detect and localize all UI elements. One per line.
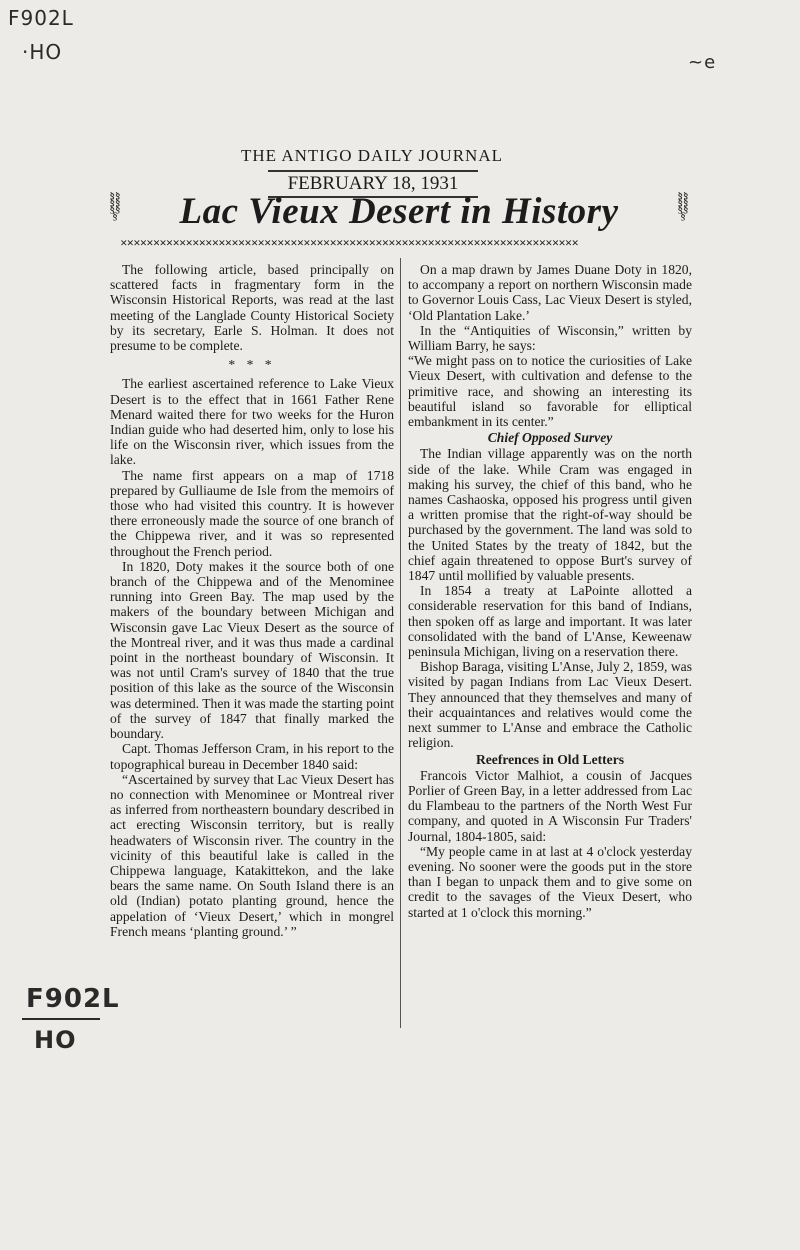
section-separator: * * * xyxy=(228,357,276,373)
newspaper-masthead: THE ANTIGO DAILY JOURNAL xyxy=(241,146,503,165)
paragraph: Capt. Thomas Jefferson Cram, in his report to the topographical bureau in December 1840 said: xyxy=(110,741,394,772)
paragraph: The earliest ascertained reference to Lake Vieux Desert is to the effect that in 1661 Father Rene Menard waited there for two weeks for the Huron Indian guide who had deserted him, only to lose his life on the Wisconsin river, which issues from the lake. xyxy=(110,376,394,468)
quote-paragraph: “Ascertained by survey that Lac Vieux Desert has no connection with Menominee or Montreal river as inferred from northeastern boundary described in act erecting Wisconsin territory, but is really headwaters of Wisconsin river. The country in the vicinity of this beautiful lake is called in the Chippewa language, Katakittekon, and the lake bears the same name. On South Island there is an old (Indian) potato planting ground, hence the appelation of ‘Vieux Desert,’ which in mongrel French means ‘planting ground.’ ” xyxy=(110,771,394,939)
intro-paragraph: The following article, based principally on scattered facts in fragmentary form in the Wisconsin Historical Reports, was read at the last meeting of the Langlade County Historical Society by its secretary, Earle S. Holman. It does not presume to be complete. xyxy=(110,262,394,354)
handwritten-code-side-2: HO xyxy=(34,1026,77,1054)
handwritten-code-top-2: ·HO xyxy=(22,40,63,64)
paragraph: In the “Antiquities of Wisconsin,” written by William Barry, he says: xyxy=(408,322,692,354)
handwritten-code-side: F902L xyxy=(26,984,120,1014)
article-column-left xyxy=(110,262,394,939)
paragraph: The Indian village apparently was on the north side of the lake. While Cram was engaged in making his survey, the chief of this band, who he names Cashaoska, opposed his progress until given a written promise that the right-of-way should be purchased by the government. The land was sold to the United States by the treaty of 1842, but the chief again threatened to oppose Burt's survey of 1847 until mollified by valuable presents. xyxy=(408,446,692,584)
dateline: FEBRUARY 18, 1931 xyxy=(268,170,478,198)
subheading: Chief Opposed Survey xyxy=(487,430,613,446)
paragraph: Bishop Baraga, visiting L'Anse, July 2, 1859, was visited by pagan Indians from Lac Vieux Desert. They announced that they themselves and many of their acquaintances and relatives would come the next summer to L'Anse and embrace the Catholic religion. xyxy=(408,659,692,751)
subheading: Reefrences in Old Letters xyxy=(475,751,625,767)
quote-paragraph: “My people came in at last at 4 o'clock yesterday evening. No sooner were the goods put in the store than I began to unpack them and to give some on credit to the savages of the Vieux Desert, who started at 1 o'clock this morning.” xyxy=(408,843,692,920)
headline: Lac Vieux Desert in History xyxy=(179,191,619,232)
column-divider xyxy=(400,258,401,1028)
headline-ornament-left: §§§§§§§ xyxy=(109,192,121,222)
handwritten-mark-top-right: ~e xyxy=(688,52,717,73)
handwritten-divider xyxy=(22,1018,100,1020)
paragraph: In 1854 a treaty at LaPointe allotted a considerable reservation for this band of Indians, then spoken off as large and important. It was later consolidated with the band of L'Anse, Keweenaw peninsula Michigan, living on a reservation there. xyxy=(408,583,692,660)
paragraph: On a map drawn by James Duane Doty in 1820, to accompany a report on northern Wisconsin made to Governor Louis Cass, Lac Vieux Desert is styled, ‘Old Plantation Lake.’ xyxy=(408,262,692,323)
paragraph: Francois Victor Malhiot, a cousin of Jacques Porlier of Green Bay, in a letter addressed from Lac du Flambeau to the partners of the North West Fur company, and quoted in A Wisconsin Fur Traders' Journal, 1804-1805, said: xyxy=(408,767,692,844)
headline-border: ✕✕✕✕✕✕✕✕✕✕✕✕✕✕✕✕✕✕✕✕✕✕✕✕✕✕✕✕✕✕✕✕✕✕✕✕✕✕✕✕✕✕✕✕✕✕✕✕✕✕✕✕✕✕✕✕✕✕✕✕✕✕✕✕✕✕✕✕✕✕ xyxy=(120,238,578,248)
paragraph: In 1820, Doty makes it the source both of one branch of the Chippewa and of the Menominee running into Green Bay. The map used by the makers of the boundary between Michigan and Wisconsin gave Lac Vieux Desert as the source of the Montreal river, and it was thus made a cardinal point in the northeast boundary of Wisconsin. It was not until Cram's survey of 1840 that the true position of this lake as the source of the Wisconsin was determined. Then it was made the starting point of the survey of 1847 that finally marked the boundary. xyxy=(110,558,395,742)
article-column-right xyxy=(408,262,692,920)
handwritten-code-top: F902L xyxy=(8,6,74,30)
headline-ornament-right: §§§§§§§ xyxy=(677,192,689,222)
quote-paragraph: “We might pass on to notice the curiosities of Lake Vieux Desert, with cultivation and defense to the primitive race, and showing an interesting its beautiful island so favorable for elliptical embankment in its center.” xyxy=(408,353,692,430)
paragraph: The name first appears on a map of 1718 prepared by Gulliaume de Isle from the memoirs of those who had visited this country. It is however there erroneously made the source of one branch of the Chippewa river, and it was so represented throughout the French period. xyxy=(110,467,394,559)
headline-block xyxy=(106,190,692,252)
